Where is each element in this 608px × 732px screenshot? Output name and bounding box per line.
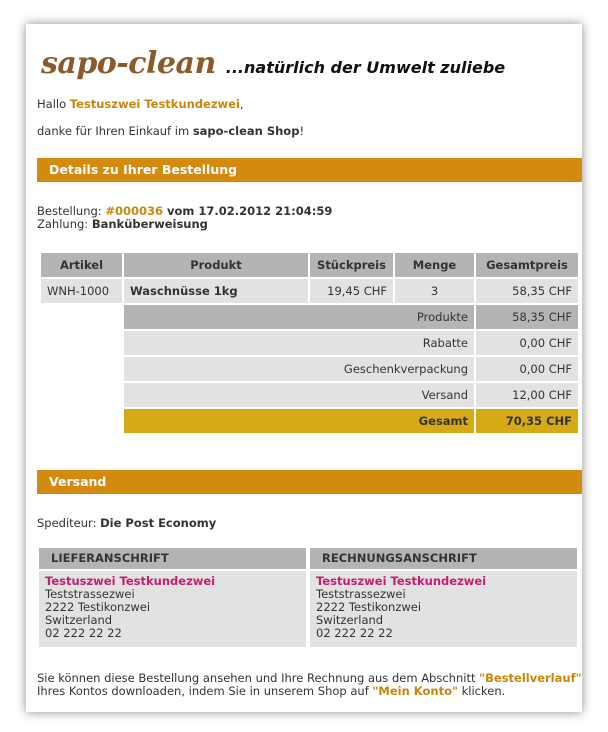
greeting-suffix: ,	[239, 97, 244, 111]
billing-address-title: RECHNUNGSANSCHRIFT	[310, 548, 577, 569]
email-sheet	[26, 24, 582, 712]
spacer-cell	[41, 357, 122, 381]
billing-street: Teststrassezwei	[316, 587, 406, 601]
carrier-line	[37, 516, 216, 530]
col-menge: Menge	[395, 253, 474, 277]
footer-text-1: Sie können diese Bestellung ansehen und Ihre Rechnung aus dem Abschnitt	[37, 671, 480, 685]
spacer-cell	[41, 409, 122, 433]
carrier-label: Spediteur:	[37, 516, 101, 530]
thanks-suffix: !	[299, 124, 305, 138]
thanks-prefix: danke für Ihren Einkauf im	[37, 124, 193, 138]
billing-phone: 02 222 22 22	[316, 626, 393, 640]
item-qty: 3	[395, 279, 474, 303]
footer-line-2	[37, 684, 505, 698]
brand-name: sapo-clean	[41, 46, 216, 81]
footer-line-1	[37, 671, 582, 685]
shop-name: sapo-clean Shop	[192, 124, 300, 138]
delivery-city: 2222 Testikonzwei	[45, 600, 151, 614]
shipping-header: Versand	[37, 470, 582, 494]
totals-row-geschenkverpackung	[41, 357, 578, 381]
totals-row-versand	[41, 383, 578, 407]
totals-row-rabatte	[41, 331, 578, 355]
customer-name: Testuszwei Testkundezwei	[69, 97, 240, 111]
totals-row-gesamt	[41, 409, 578, 433]
delivery-address-title: LIEFERANSCHRIFT	[39, 548, 306, 569]
order-label: Bestellung:	[37, 204, 106, 218]
delivery-address-body	[39, 571, 306, 647]
totals-value: 0,00 CHF	[476, 331, 578, 355]
spacer-cell	[41, 331, 122, 355]
delivery-phone: 02 222 22 22	[45, 626, 122, 640]
table-row	[41, 279, 578, 303]
delivery-address	[39, 548, 306, 647]
table-header-row	[41, 253, 578, 277]
carrier-name: Die Post Economy	[100, 516, 217, 530]
billing-address	[310, 548, 577, 647]
slogan: ...natürlich der Umwelt zuliebe	[225, 58, 506, 77]
payment-label: Zahlung:	[37, 217, 92, 231]
order-line	[37, 204, 332, 218]
footer-text-3: klicken.	[457, 684, 506, 698]
totals-value: 0,00 CHF	[476, 357, 578, 381]
order-table	[39, 251, 580, 435]
totals-value: 58,35 CHF	[476, 305, 578, 329]
item-sku: WNH-1000	[41, 279, 122, 303]
spacer-cell	[41, 383, 122, 407]
totals-label: Rabatte	[124, 331, 474, 355]
delivery-street: Teststrassezwei	[45, 587, 135, 601]
col-artikel: Artikel	[41, 253, 122, 277]
grand-total-value: 70,35 CHF	[476, 409, 578, 433]
billing-address-body	[310, 571, 577, 647]
payment-method: Banküberweisung	[91, 217, 208, 231]
details-header: Details zu Ihrer Bestellung	[37, 158, 582, 182]
billing-name: Testuszwei Testkundezwei	[316, 574, 487, 588]
order-number[interactable]: #000036	[105, 204, 163, 218]
item-product: Waschnüsse 1kg	[124, 279, 308, 303]
logo	[41, 46, 505, 81]
totals-label: Geschenkverpackung	[124, 357, 474, 381]
greeting	[37, 97, 244, 111]
item-total: 58,35 CHF	[476, 279, 578, 303]
billing-country: Switzerland	[316, 613, 384, 627]
footer-text-2: Ihres Kontos downloaden, indem Sie in unserem Shop auf	[37, 684, 373, 698]
grand-total-label: Gesamt	[124, 409, 474, 433]
order-history-link[interactable]: "Bestellverlauf"	[479, 671, 582, 685]
greeting-prefix: Hallo	[37, 97, 70, 111]
delivery-country: Switzerland	[45, 613, 113, 627]
spacer-cell	[41, 305, 122, 329]
order-date: vom 17.02.2012 21:04:59	[163, 204, 333, 218]
payment-line	[37, 217, 208, 231]
col-produkt: Produkt	[124, 253, 308, 277]
totals-row-produkte	[41, 305, 578, 329]
col-gesamtpreis: Gesamtpreis	[476, 253, 578, 277]
totals-value: 12,00 CHF	[476, 383, 578, 407]
item-price: 19,45 CHF	[310, 279, 393, 303]
col-stueckpreis: Stückpreis	[310, 253, 393, 277]
totals-label: Produkte	[124, 305, 474, 329]
totals-label: Versand	[124, 383, 474, 407]
delivery-name: Testuszwei Testkundezwei	[45, 574, 216, 588]
thanks-line	[37, 124, 304, 138]
billing-city: 2222 Testikonzwei	[316, 600, 422, 614]
my-account-link[interactable]: "Mein Konto"	[372, 684, 458, 698]
